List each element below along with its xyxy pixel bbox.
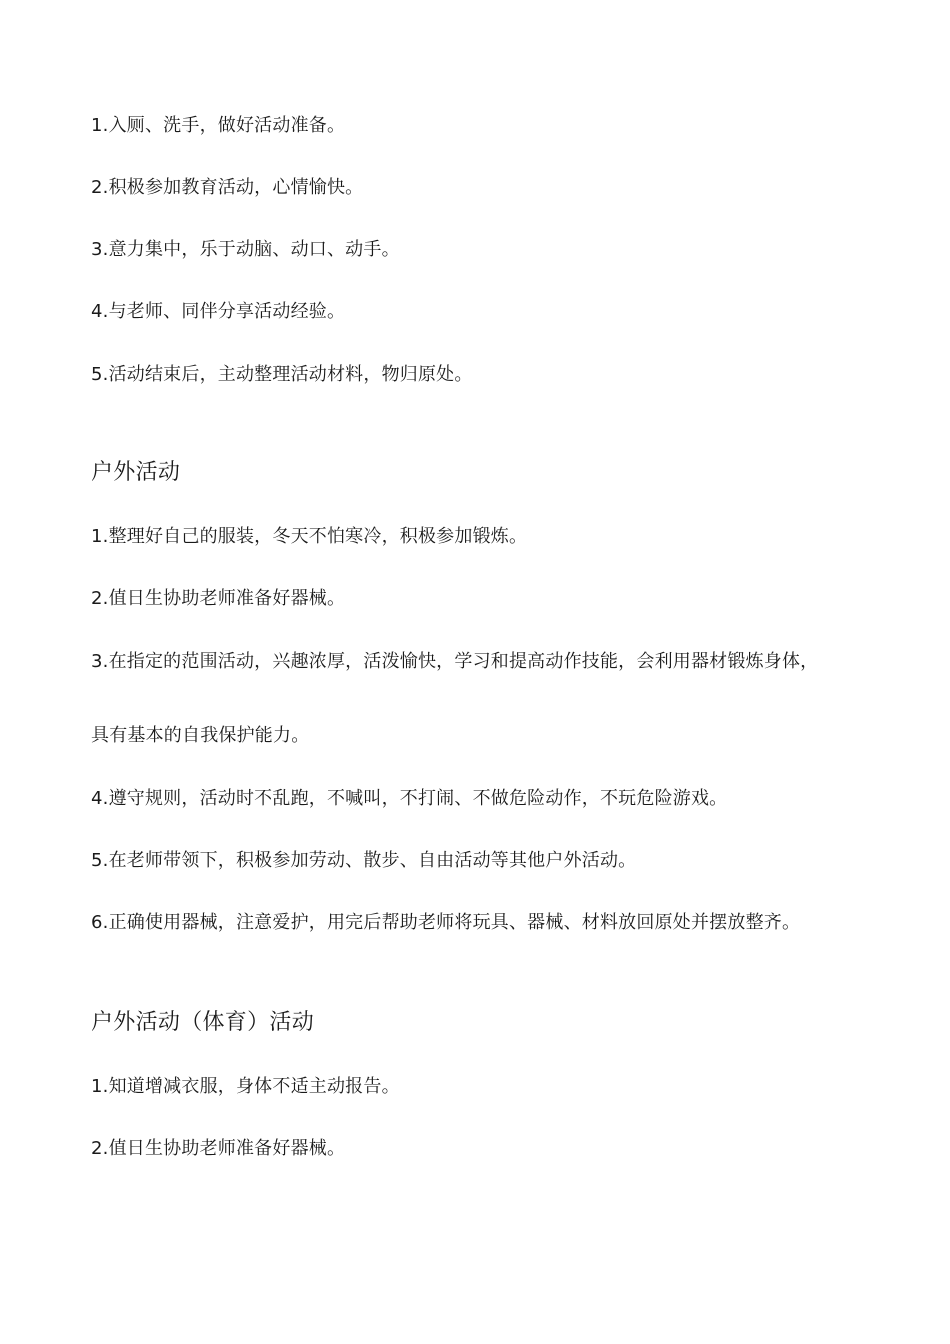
section-heading-pe: 户外活动（体育）活动	[91, 1010, 315, 1035]
list-item: 3.意力集中，乐于动脑、动口、动手。	[91, 239, 400, 260]
list-item: 3.在指定的范围活动，兴趣浓厚，活泼愉快，学习和提高动作技能，会利用器材锻炼身体，	[91, 651, 819, 672]
list-item: 4.遵守规则，活动时不乱跑，不喊叫，不打闹、不做危险动作，不玩危险游戏。	[91, 788, 728, 809]
list-item: 6.正确使用器械，注意爱护，用完后帮助老师将玩具、器械、材料放回原处并摆放整齐。	[91, 912, 801, 933]
list-item: 2.值日生协助老师准备好器械。	[91, 1138, 346, 1159]
list-item: 1.入厕、洗手，做好活动准备。	[91, 115, 346, 136]
list-item: 1.整理好自己的服装，冬天不怕寒冷，积极参加锻炼。	[91, 526, 528, 547]
list-item: 2.值日生协助老师准备好器械。	[91, 588, 346, 609]
list-item: 1.知道增减衣服，身体不适主动报告。	[91, 1076, 400, 1097]
list-item-continuation: 具有基本的自我保护能力。	[91, 725, 310, 746]
list-item: 5.活动结束后，主动整理活动材料，物归原处。	[91, 364, 473, 385]
list-item: 4.与老师、同伴分享活动经验。	[91, 301, 346, 322]
list-item: 2.积极参加教育活动，心情愉快。	[91, 177, 364, 198]
section-heading-outdoor: 户外活动	[91, 460, 181, 485]
list-item: 5.在老师带领下，积极参加劳动、散步、自由活动等其他户外活动。	[91, 850, 637, 871]
